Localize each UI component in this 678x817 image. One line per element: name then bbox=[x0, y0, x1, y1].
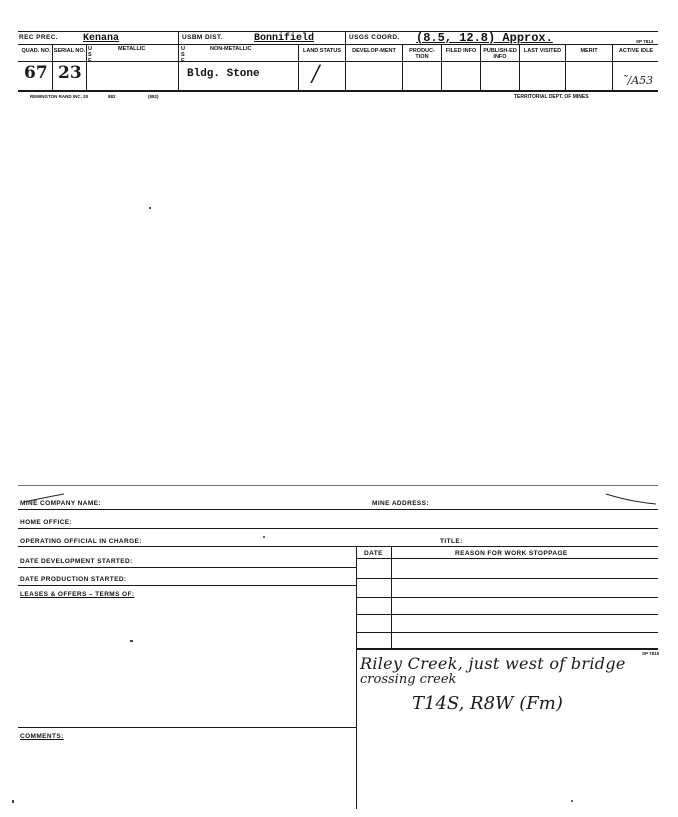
stoppage-row-1 bbox=[356, 578, 658, 579]
usgs-coord-value: (8.5, 12.8) Approx. bbox=[416, 31, 553, 45]
use-label-nonmetallic: U S E bbox=[181, 46, 185, 64]
metallic-label: METALLIC bbox=[118, 46, 146, 52]
divider-usgs bbox=[345, 31, 346, 91]
header-row-divider bbox=[18, 44, 658, 45]
date-development-line bbox=[18, 567, 356, 568]
date-development-label: DATE DEVELOPMENT STARTED: bbox=[20, 558, 133, 565]
date-production-line bbox=[18, 585, 356, 586]
speck bbox=[149, 207, 151, 209]
rec-prec-label: REC PREC. bbox=[19, 34, 58, 41]
stoppage-bottom bbox=[356, 648, 658, 650]
home-office-label: HOME OFFICE: bbox=[20, 519, 73, 526]
leases-label: LEASES & OFFERS – TERMS OF: bbox=[20, 591, 135, 598]
home-office-line bbox=[18, 528, 658, 529]
serial-no-value: 23 bbox=[58, 63, 82, 83]
header-row-divider-2 bbox=[18, 61, 658, 62]
production-label: PRODUC-TION bbox=[409, 48, 435, 60]
mine-company-line bbox=[18, 509, 658, 510]
right-column-border bbox=[356, 546, 357, 809]
divider-filed bbox=[480, 44, 481, 91]
non-metallic-value: Bldg. Stone bbox=[187, 68, 260, 80]
stoppage-row-4 bbox=[356, 632, 658, 633]
usbm-dist-label: USBM DIST. bbox=[182, 34, 223, 41]
form-code-2: SP 7815 bbox=[642, 651, 660, 656]
stoppage-row-3 bbox=[356, 614, 658, 615]
usgs-coord-label: USGS COORD. bbox=[349, 34, 400, 41]
pen-stroke-right bbox=[604, 492, 658, 506]
speck bbox=[571, 800, 573, 802]
divider-published bbox=[519, 44, 520, 91]
handwritten-note-line3: T14S, R8W (Fm) bbox=[412, 693, 563, 714]
serial-no-label: SERIAL NO. bbox=[53, 48, 86, 54]
date-production-label: DATE PRODUCTION STARTED: bbox=[20, 576, 127, 583]
use-label-metallic: U S E bbox=[88, 46, 92, 64]
development-label: DEVELOP-MENT bbox=[352, 48, 396, 54]
stoppage-row-2 bbox=[356, 597, 658, 598]
title-label: TITLE: bbox=[440, 538, 463, 545]
filed-info-label: FILED INFO bbox=[445, 48, 477, 54]
divider-merit bbox=[612, 44, 613, 91]
operating-official-label: OPERATING OFFICIAL IN CHARGE: bbox=[20, 538, 142, 545]
comments-label: COMMENTS: bbox=[20, 733, 64, 740]
reason-label: REASON FOR WORK STOPPAGE bbox=[455, 550, 568, 557]
printer-mark-code: 882 bbox=[108, 94, 116, 99]
active-idle-label: ACTIVE IDLE bbox=[618, 48, 654, 54]
mine-company-name-label: MINE COMPANY NAME: bbox=[20, 500, 101, 507]
header-top-border bbox=[18, 31, 658, 32]
land-status-label: LAND STATUS bbox=[303, 48, 341, 54]
date-label: DATE bbox=[364, 550, 383, 557]
comments-top-line bbox=[18, 727, 356, 728]
divider-production bbox=[441, 44, 442, 91]
territorial-label: TERRITORIAL DEPT. OF MINES bbox=[514, 94, 589, 100]
form-top-dashed bbox=[18, 485, 658, 486]
quad-no-label: QUAD. NO. bbox=[21, 48, 51, 54]
non-metallic-label: NON-METALLIC bbox=[210, 46, 252, 52]
printer-mark-size: (882) bbox=[148, 94, 159, 99]
divider-nonmetal bbox=[298, 44, 299, 91]
quad-no-value: 67 bbox=[24, 63, 48, 83]
form-code: SP 7814 bbox=[636, 39, 654, 44]
rec-prec-value: Kenana bbox=[83, 33, 120, 44]
speck bbox=[263, 536, 265, 538]
operating-official-line bbox=[18, 546, 658, 547]
speck bbox=[12, 800, 14, 803]
land-status-value: / bbox=[312, 62, 320, 87]
handwritten-note-line1: Riley Creek, just west of bridge bbox=[360, 654, 626, 673]
divider-develop bbox=[402, 44, 403, 91]
pen-stroke-left bbox=[22, 492, 66, 504]
stoppage-header-line bbox=[356, 558, 658, 559]
handwritten-note-line2: crossing creek bbox=[360, 672, 457, 687]
divider-serial bbox=[86, 44, 87, 91]
header-bottom-border bbox=[18, 90, 658, 92]
divider-usbm bbox=[178, 31, 179, 91]
speck bbox=[130, 640, 133, 642]
divider-lastvisited bbox=[565, 44, 566, 91]
printer-mark: REMINGTON RAND INC. 20 bbox=[30, 94, 89, 99]
active-idle-value: ˜/A53 bbox=[622, 74, 654, 87]
usbm-dist-value: Bonnifield bbox=[254, 33, 315, 44]
merit-label: MERIT bbox=[580, 48, 598, 54]
mine-address-label: MINE ADDRESS: bbox=[372, 500, 429, 507]
last-visited-label: LAST VISITED bbox=[523, 48, 562, 54]
published-info-label: PUBLISH-ED INFO bbox=[483, 48, 517, 60]
